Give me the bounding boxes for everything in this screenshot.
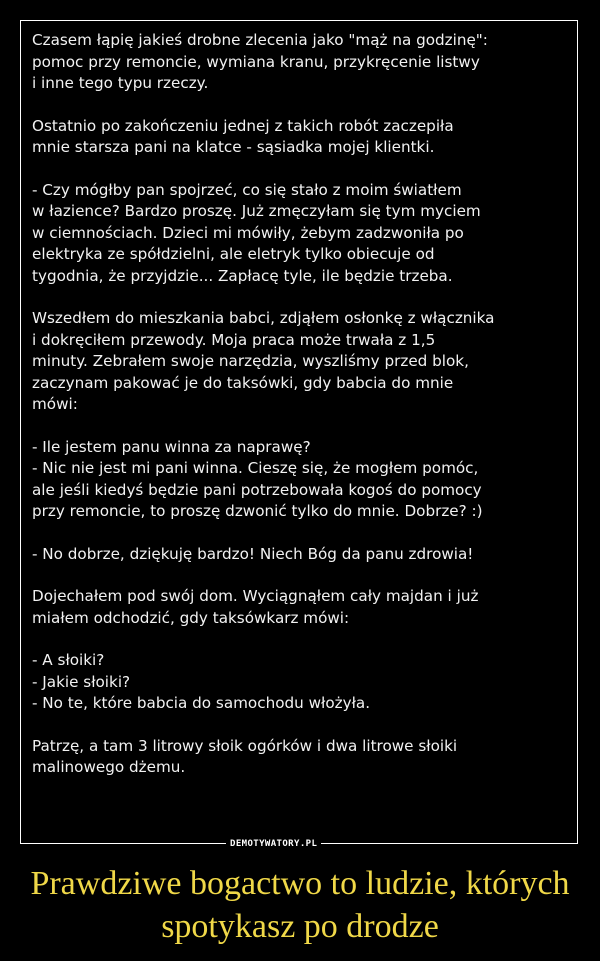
story-paragraph-3: - Czy mógłby pan spojrzeć, co się stało z moim światłem w łazience? Bardzo proszę. Już zmęczyłam się tym myciem w ciemnościach. Dzieci mi mówiły, żebym zadzwoniła po elektryka ze spółdzielni, ale eletryk tylko obiecuje od tygodnia, że przyjdzie... Zapłacę tyle, ile będzie trzeba. [32, 180, 481, 285]
story-text [32, 30, 580, 800]
story-paragraph-5: - Ile jestem panu winna za naprawę? - Nic nie jest mi pani winna. Cieszę się, że mogłem pomóc, ale jeśli kiedyś będzie pani potrzebowała kogoś do pomocy przy remoncie, to proszę dzwonić tylko do mnie. Dobrze? :) [32, 437, 483, 520]
story-paragraph-7: Dojechałem pod swój dom. Wyciągnąłem cały majdan i już miałem odchodzić, gdy taksówkarz mówi: [32, 587, 479, 627]
story-paragraph-4: Wszedłem do mieszkania babci, zdjąłem osłonkę z włącznika i dokręciłem przewody. Moja praca może trwała z 1,5 minuty. Zebrałem swoje narzędzia, wyszliśmy przed blok, zaczynam pakować je do taksówki, gdy babcia do mnie mówi: [32, 309, 495, 413]
site-watermark: DEMOTYWATORY.PL [226, 838, 321, 851]
story-paragraph-6: - No dobrze, dziękuję bardzo! Niech Bóg da panu zdrowia! [32, 544, 474, 563]
story-paragraph-2: Ostatnio po zakończeniu jednej z takich robót zaczepiła mnie starsza pani na klatce - sąsiadka mojej klientki. [32, 116, 454, 156]
story-paragraph-8: - A słoiki? - Jakie słoiki? - No te, które babcia do samochodu włożyła. [32, 651, 371, 712]
caption-title: Prawdziwe bogactwo to ludzie, których spotykasz po drodze [30, 865, 570, 945]
story-paragraph-1: Czasem łąpię jakieś drobne zlecenia jako "mąż na godzinę": pomoc przy remoncie, wymiana kranu, przykręcenie listwy i inne tego typu rzeczy. [32, 31, 488, 92]
story-paragraph-9: Patrzę, a tam 3 litrowy słoik ogórków i dwa litrowe słoiki malinowego dżemu. [32, 736, 458, 776]
